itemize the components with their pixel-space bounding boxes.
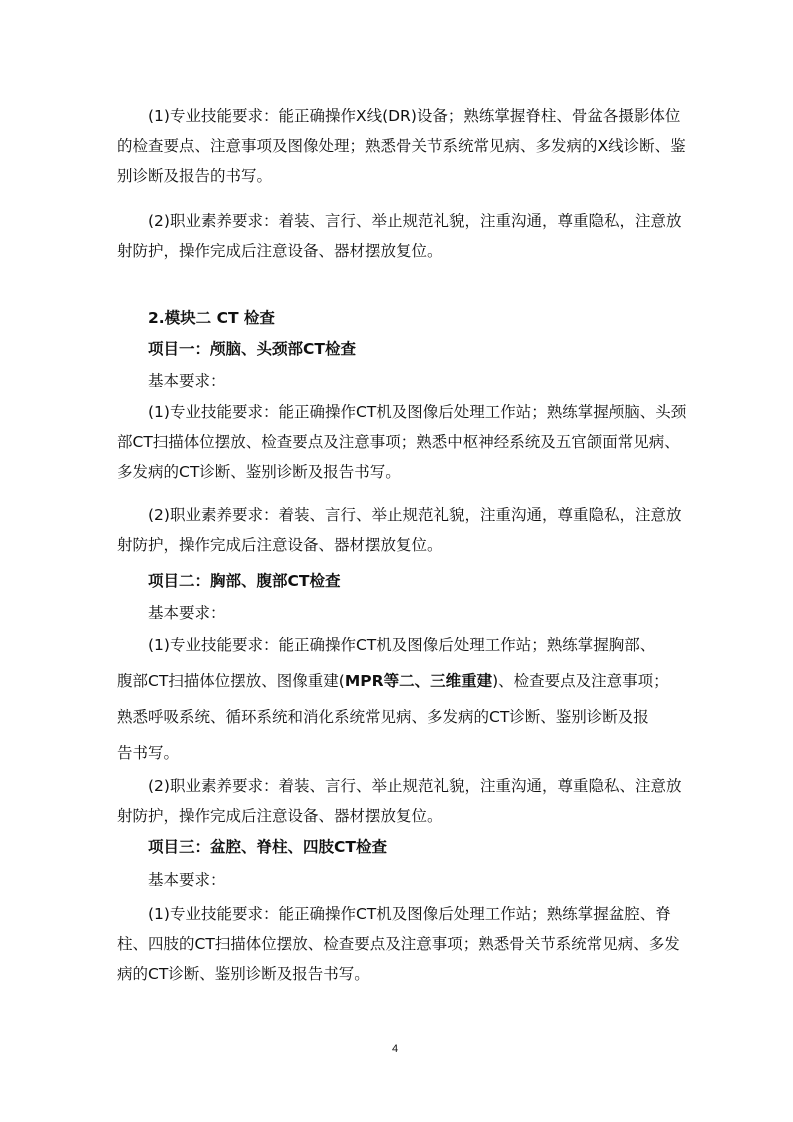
item-heading: 项目三：盆腔、脊柱、四肢CT检查 <box>148 838 387 856</box>
skill-text-segment: 腹部CT扫描体位摆放、图像重建( <box>117 672 345 690</box>
item-heading: 项目一：颅脑、头颈部CT检查 <box>148 340 356 358</box>
skill-requirement-paragraph: (1)专业技能要求：能正确操作CT机及图像后处理工作站；熟练掌握颅脑、头颈部CT扫描体位摆放、检查要点及注意事项；熟悉中枢神经系统及五官颌面常见病、多发病的CT诊断、鉴别诊断及报告书写。 <box>117 403 687 481</box>
skill-text-segment: )、检查要点及注意事项； <box>492 672 669 690</box>
page-number: 4 <box>392 1043 399 1055</box>
skill-requirement-line <box>117 666 669 696</box>
skill-requirement-paragraph: (1)专业技能要求：能正确操作X线(DR)设备；熟练掌握脊柱、骨盆各摄影体位的检查要点、注意事项及图像处理；熟悉骨关节系统常见病、多发病的X线诊断、鉴别诊断及报告的书写。 <box>117 107 686 185</box>
quality-requirement-paragraph: (2)职业素养要求：着装、言行、举止规范礼貌，注重沟通，尊重隐私、注意放射防护，操作完成后注意设备、器材摆放复位。 <box>117 777 682 825</box>
item-heading: 项目二：胸部、腹部CT检查 <box>148 572 341 590</box>
quality-requirement-paragraph: (2)职业素养要求：着装、言行、举止规范礼貌，注重沟通，尊重隐私，注意放射防护，操作完成后注意设备、器材摆放复位。 <box>117 212 682 260</box>
basic-requirements-label: 基本要求： <box>148 372 226 390</box>
skill-requirement-line: 告书写。 <box>117 744 180 762</box>
skill-requirement-line: (1)专业技能要求：能正确操作CT机及图像后处理工作站；熟练掌握胸部、 <box>148 636 656 654</box>
module-heading: 2.模块二 CT 检查 <box>148 309 275 327</box>
basic-requirements-label: 基本要求： <box>148 604 226 622</box>
basic-requirements-label: 基本要求： <box>148 871 226 889</box>
quality-requirement-paragraph: (2)职业素养要求：着装、言行、举止规范礼貌，注重沟通，尊重隐私，注意放射防护，操作完成后注意设备、器材摆放复位。 <box>117 506 682 554</box>
skill-text-emphasis: MPR等二、三维重建 <box>344 672 493 690</box>
skill-requirement-line: 熟悉呼吸系统、循环系统和消化系统常见病、多发病的CT诊断、鉴别诊断及报 <box>117 708 649 726</box>
skill-requirement-paragraph: (1)专业技能要求：能正确操作CT机及图像后处理工作站；熟练掌握盆腔、脊柱、四肢的CT扫描体位摆放、检查要点及注意事项；熟悉骨关节系统常见病、多发病的CT诊断、鉴别诊断及报告书写。 <box>117 905 680 983</box>
